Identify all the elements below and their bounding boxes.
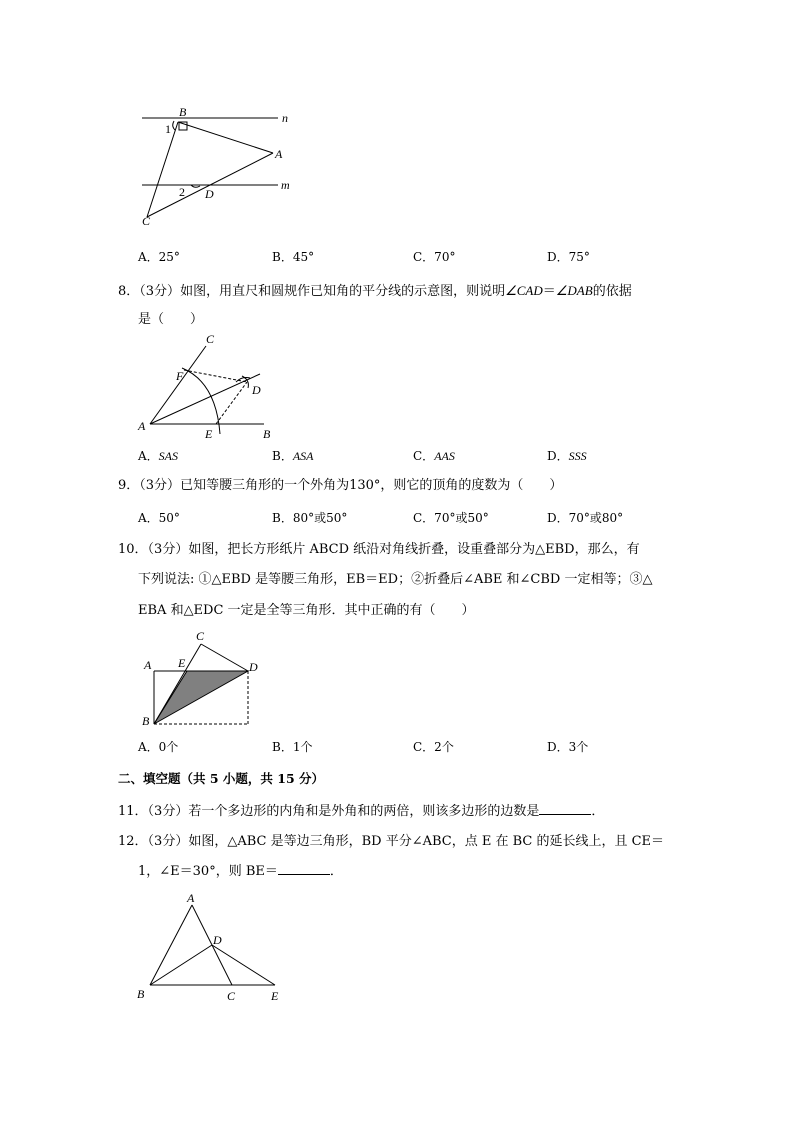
label-A: A <box>138 419 146 433</box>
q7-option-d[interactable]: D．75° <box>547 250 590 264</box>
q8-option-a-value: SAS <box>158 449 179 463</box>
q8-number: 8． <box>118 284 140 299</box>
q8-option-d[interactable] <box>547 447 587 464</box>
label-F: F <box>176 369 184 383</box>
q8-angle-cad: ∠CAD <box>505 283 543 298</box>
label-B: B <box>142 714 150 728</box>
label-D: D <box>249 660 258 674</box>
q11-score: （3分） <box>147 804 189 819</box>
q11-answer-blank[interactable] <box>539 802 591 815</box>
figure-q12 <box>132 890 292 1005</box>
label-A: A <box>144 658 152 672</box>
q8-option-a-letter: A． <box>138 449 159 463</box>
label-C: C <box>142 214 151 228</box>
label-E: E <box>178 656 186 670</box>
label-D: D <box>213 933 222 947</box>
label-n: n <box>282 111 288 125</box>
q12-score: （3分） <box>147 834 189 849</box>
q8-option-a[interactable] <box>138 447 178 464</box>
q10-option-b[interactable]: B．1个 <box>272 740 313 754</box>
q10-text3: EBA 和△EDC 一定是全等三角形．其中正确的有（ ） <box>138 603 475 618</box>
dash-ED <box>216 382 247 424</box>
label-C: C <box>206 332 215 346</box>
q8-angle-dab: ∠DAB <box>555 283 593 298</box>
label-E: E <box>205 427 213 441</box>
q8-text3: 是（ ） <box>138 312 204 327</box>
q12-number: 12． <box>118 834 148 849</box>
label-2: 2 <box>179 185 185 199</box>
q9-score: （3分） <box>139 478 181 493</box>
label-B: B <box>137 987 145 1001</box>
q11-number: 11． <box>118 804 148 819</box>
q8-text1: 如图，用直尺和圆规作已知角的平分线的示意图，则说明 <box>180 284 506 299</box>
q12-line2 <box>138 857 698 887</box>
q8-option-d-letter: D． <box>547 449 569 463</box>
label-A: A <box>275 147 283 161</box>
q9-option-d[interactable]: D．70°或80° <box>547 511 624 525</box>
q11-end: ． <box>591 804 605 819</box>
q8-option-b-letter: B． <box>272 449 293 463</box>
ray-AC <box>150 346 206 424</box>
angle1-arc <box>173 121 175 130</box>
q10-text2: 下列说法: ①△EBD 是等腰三角形，EB＝ED；②折叠后∠ABE 和∠CBD 一定相等；③△ <box>138 572 653 587</box>
segment-BC <box>147 122 178 217</box>
q10-score: （3分） <box>147 542 189 557</box>
q12-line1 <box>118 827 678 857</box>
q8-equals: ＝ <box>542 284 556 299</box>
q9-option-a[interactable]: A．50° <box>138 511 180 525</box>
q10-option-d[interactable]: D．3个 <box>547 740 589 754</box>
label-C: C <box>227 989 236 1003</box>
segment-BD <box>150 945 212 985</box>
q10-line2 <box>138 565 698 595</box>
label-1: 1 <box>165 122 171 136</box>
q9-option-c[interactable]: C．70°或50° <box>413 511 489 525</box>
q8-option-b[interactable] <box>272 447 314 464</box>
q8-line1 <box>118 276 678 307</box>
segment-BA <box>178 122 273 153</box>
q12-text2: 1，∠E＝30°，则 BE＝ <box>138 864 278 879</box>
q10-option-c[interactable]: C．2个 <box>413 740 454 754</box>
q11-text: 若一个多边形的内角和是外角和的两倍，则该多边形的边数是 <box>188 804 540 819</box>
q9-stem <box>118 471 678 501</box>
label-D: D <box>205 187 214 201</box>
section-fill-in-blank-title: 二、填空题（共 5 小题，共 15 分） <box>118 771 325 786</box>
q10-line1 <box>118 535 678 565</box>
q10-options <box>138 738 738 758</box>
label-B: B <box>263 427 271 441</box>
q10-number: 10． <box>118 542 148 557</box>
q8-text2: 的依据 <box>592 284 632 299</box>
label-B: B <box>179 105 187 119</box>
q12-text1: 如图，△ABC 是等边三角形，BD 平分∠ABC，点 E 在 BC 的延长线上，且 CE＝ <box>188 834 665 849</box>
q7-option-b[interactable]: B．45° <box>272 250 315 264</box>
q8-score: （3分） <box>139 284 181 299</box>
segment-AB <box>150 905 192 985</box>
figure-q10 <box>138 625 273 730</box>
figure-q7 <box>130 105 300 230</box>
q8-options <box>138 447 738 467</box>
q10-option-a[interactable]: A．0个 <box>138 740 179 754</box>
q8-option-c-letter: C． <box>413 449 435 463</box>
q12-answer-blank[interactable] <box>278 862 330 875</box>
q10-line3 <box>138 596 698 626</box>
q12-end: ． <box>329 864 343 879</box>
q8-option-c[interactable] <box>413 447 455 464</box>
q9-text: 已知等腰三角形的一个外角为130°，则它的顶角的度数为（ ） <box>180 478 563 493</box>
q10-text1: 如图，把长方形纸片 ABCD 纸沿对角线折叠，设重叠部分为△EBD，那么，有 <box>188 542 640 557</box>
q9-number: 9． <box>118 478 140 493</box>
label-m: m <box>281 178 290 192</box>
q7-options <box>138 248 738 268</box>
figure-q8 <box>132 330 282 445</box>
q7-option-c[interactable]: C．70° <box>413 250 456 264</box>
overlap-triangle-EBD <box>154 671 248 724</box>
label-D: D <box>252 383 261 397</box>
q8-option-d-value: SSS <box>568 449 587 463</box>
label-A: A <box>187 891 195 905</box>
segment-CD <box>201 644 248 671</box>
q8-option-c-value: AAS <box>434 449 455 463</box>
q9-options <box>138 509 738 529</box>
q7-option-a[interactable]: A．25° <box>138 250 180 264</box>
q8-option-b-value: ASA <box>292 449 314 463</box>
label-C: C <box>196 629 205 643</box>
label-E: E <box>271 989 279 1003</box>
q9-option-b[interactable]: B．80°或50° <box>272 511 348 525</box>
q11-stem <box>118 797 678 827</box>
